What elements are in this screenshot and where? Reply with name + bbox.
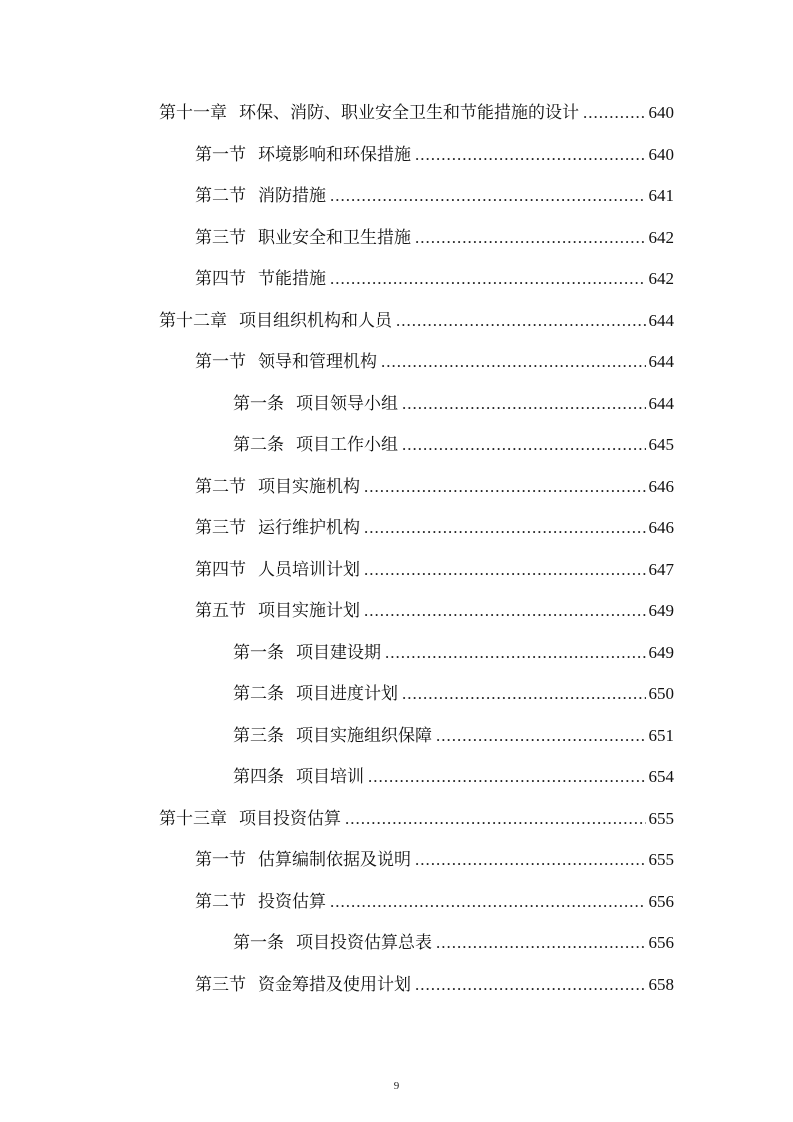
toc-dot-leader (364, 600, 646, 622)
toc-entry-page: 644 (648, 311, 674, 330)
toc-dot-leader (436, 932, 646, 954)
toc-entry[interactable] (233, 677, 674, 705)
toc-entry-page: 655 (648, 809, 674, 828)
toc-entry-page: 647 (648, 560, 674, 579)
toc-entry[interactable] (195, 138, 674, 166)
toc-entry[interactable] (233, 387, 674, 415)
toc-entry[interactable] (195, 885, 674, 913)
toc-entry-page: 641 (648, 186, 674, 205)
toc-entry-number: 第三节 (195, 228, 246, 248)
toc-entry[interactable] (195, 345, 674, 373)
toc-entry-number: 第一条 (233, 643, 284, 663)
toc-dot-leader (402, 683, 646, 705)
toc-entry-number: 第三节 (195, 975, 246, 995)
toc-entry-page: 646 (648, 518, 674, 537)
toc-dot-leader (385, 642, 646, 664)
toc-entry-page: 644 (648, 394, 674, 413)
toc-entry-title: 职业安全和卫生措施 (258, 228, 411, 248)
toc-dot-leader (402, 434, 646, 456)
toc-entry-number: 第五节 (195, 601, 246, 621)
toc-entry-page: 646 (648, 477, 674, 496)
toc-entry-number: 第四节 (195, 560, 246, 580)
toc-entry[interactable] (233, 636, 674, 664)
toc-entry-number: 第三条 (233, 726, 284, 746)
toc-entry-page: 650 (648, 684, 674, 703)
toc-entry-page: 642 (648, 269, 674, 288)
toc-entry-title: 环境影响和环保措施 (258, 145, 411, 165)
toc-entry-page: 656 (648, 933, 674, 952)
toc-entry-page: 640 (648, 103, 674, 122)
toc-entry-title: 项目实施计划 (258, 601, 360, 621)
toc-entry-title: 项目实施组织保障 (296, 726, 432, 746)
toc-entry[interactable] (233, 719, 674, 747)
toc-entry-number: 第一条 (233, 933, 284, 953)
toc-dot-leader (368, 766, 646, 788)
toc-entry-number: 第二条 (233, 435, 284, 455)
toc-entry[interactable] (195, 553, 674, 581)
toc-entry[interactable] (195, 968, 674, 996)
toc-entry-title: 项目建设期 (296, 643, 381, 663)
toc-entry-page: 656 (648, 892, 674, 911)
toc-entry-page: 649 (648, 601, 674, 620)
toc-entry-number: 第十二章 (159, 311, 227, 331)
toc-entry-page: 655 (648, 850, 674, 869)
toc-entry-number: 第一节 (195, 850, 246, 870)
toc-entry[interactable] (233, 428, 674, 456)
toc-dot-leader (364, 517, 646, 539)
toc-dot-leader (330, 891, 646, 913)
toc-entry-title: 项目领导小组 (296, 394, 398, 414)
toc-entry-number: 第一条 (233, 394, 284, 414)
toc-entry[interactable] (159, 96, 674, 124)
toc-entry-number: 第一节 (195, 145, 246, 165)
toc-entry[interactable] (195, 179, 674, 207)
toc-entry-page: 649 (648, 643, 674, 662)
toc-entry-page: 658 (648, 975, 674, 994)
toc-dot-leader (396, 310, 646, 332)
toc-entry[interactable] (159, 304, 674, 332)
toc-entry[interactable] (233, 760, 674, 788)
toc-dot-leader (415, 849, 646, 871)
toc-entry-number: 第二节 (195, 477, 246, 497)
toc-entry[interactable] (159, 802, 674, 830)
toc-entry-title: 领导和管理机构 (258, 352, 377, 372)
toc-dot-leader (415, 974, 646, 996)
toc-entry-number: 第二条 (233, 684, 284, 704)
toc-entry-title: 环保、消防、职业安全卫生和节能措施的设计 (239, 103, 579, 123)
toc-entry-title: 项目进度计划 (296, 684, 398, 704)
toc-entry-page: 645 (648, 435, 674, 454)
toc-dot-leader (364, 559, 646, 581)
toc-entry[interactable] (195, 843, 674, 871)
toc-entry-number: 第三节 (195, 518, 246, 538)
toc-dot-leader (415, 227, 646, 249)
toc-dot-leader (583, 102, 646, 124)
toc-dot-leader (381, 351, 646, 373)
toc-entry-title: 项目投资估算 (239, 809, 341, 829)
toc-entry-number: 第十三章 (159, 809, 227, 829)
toc-dot-leader (330, 185, 646, 207)
toc-entry[interactable] (195, 470, 674, 498)
toc-entry-number: 第二节 (195, 186, 246, 206)
toc-entry[interactable] (195, 262, 674, 290)
toc-entry-title: 估算编制依据及说明 (258, 850, 411, 870)
toc-entry-title: 投资估算 (258, 892, 326, 912)
toc-entry-title: 人员培训计划 (258, 560, 360, 580)
page-number: 9 (393, 1080, 400, 1092)
toc-entry-page: 651 (648, 726, 674, 745)
toc-entry[interactable] (195, 511, 674, 539)
toc-entry-number: 第二节 (195, 892, 246, 912)
toc-dot-leader (415, 144, 646, 166)
toc-entry-title: 运行维护机构 (258, 518, 360, 538)
toc-entry-title: 项目投资估算总表 (296, 933, 432, 953)
toc-entry-number: 第四节 (195, 269, 246, 289)
toc-entry[interactable] (195, 594, 674, 622)
toc-entry[interactable] (195, 221, 674, 249)
toc-entry-title: 消防措施 (258, 186, 326, 206)
toc-entry-title: 项目工作小组 (296, 435, 398, 455)
toc-entry-title: 节能措施 (258, 269, 326, 289)
toc-entry-page: 642 (648, 228, 674, 247)
toc-entry-title: 项目组织机构和人员 (239, 311, 392, 331)
toc-entry-page: 640 (648, 145, 674, 164)
toc-dot-leader (436, 725, 646, 747)
toc-entry-number: 第一节 (195, 352, 246, 372)
toc-entry-number: 第四条 (233, 767, 284, 787)
toc-entry-number: 第十一章 (159, 103, 227, 123)
toc-dot-leader (330, 268, 646, 290)
toc-entry[interactable] (233, 926, 674, 954)
toc-entry-title: 资金筹措及使用计划 (258, 975, 411, 995)
toc-entry-title: 项目实施机构 (258, 477, 360, 497)
toc-dot-leader (364, 476, 646, 498)
toc-entry-page: 644 (648, 352, 674, 371)
toc-dot-leader (345, 808, 646, 830)
toc-entry-title: 项目培训 (296, 767, 364, 787)
toc-entry-page: 654 (648, 767, 674, 786)
toc-dot-leader (402, 393, 646, 415)
